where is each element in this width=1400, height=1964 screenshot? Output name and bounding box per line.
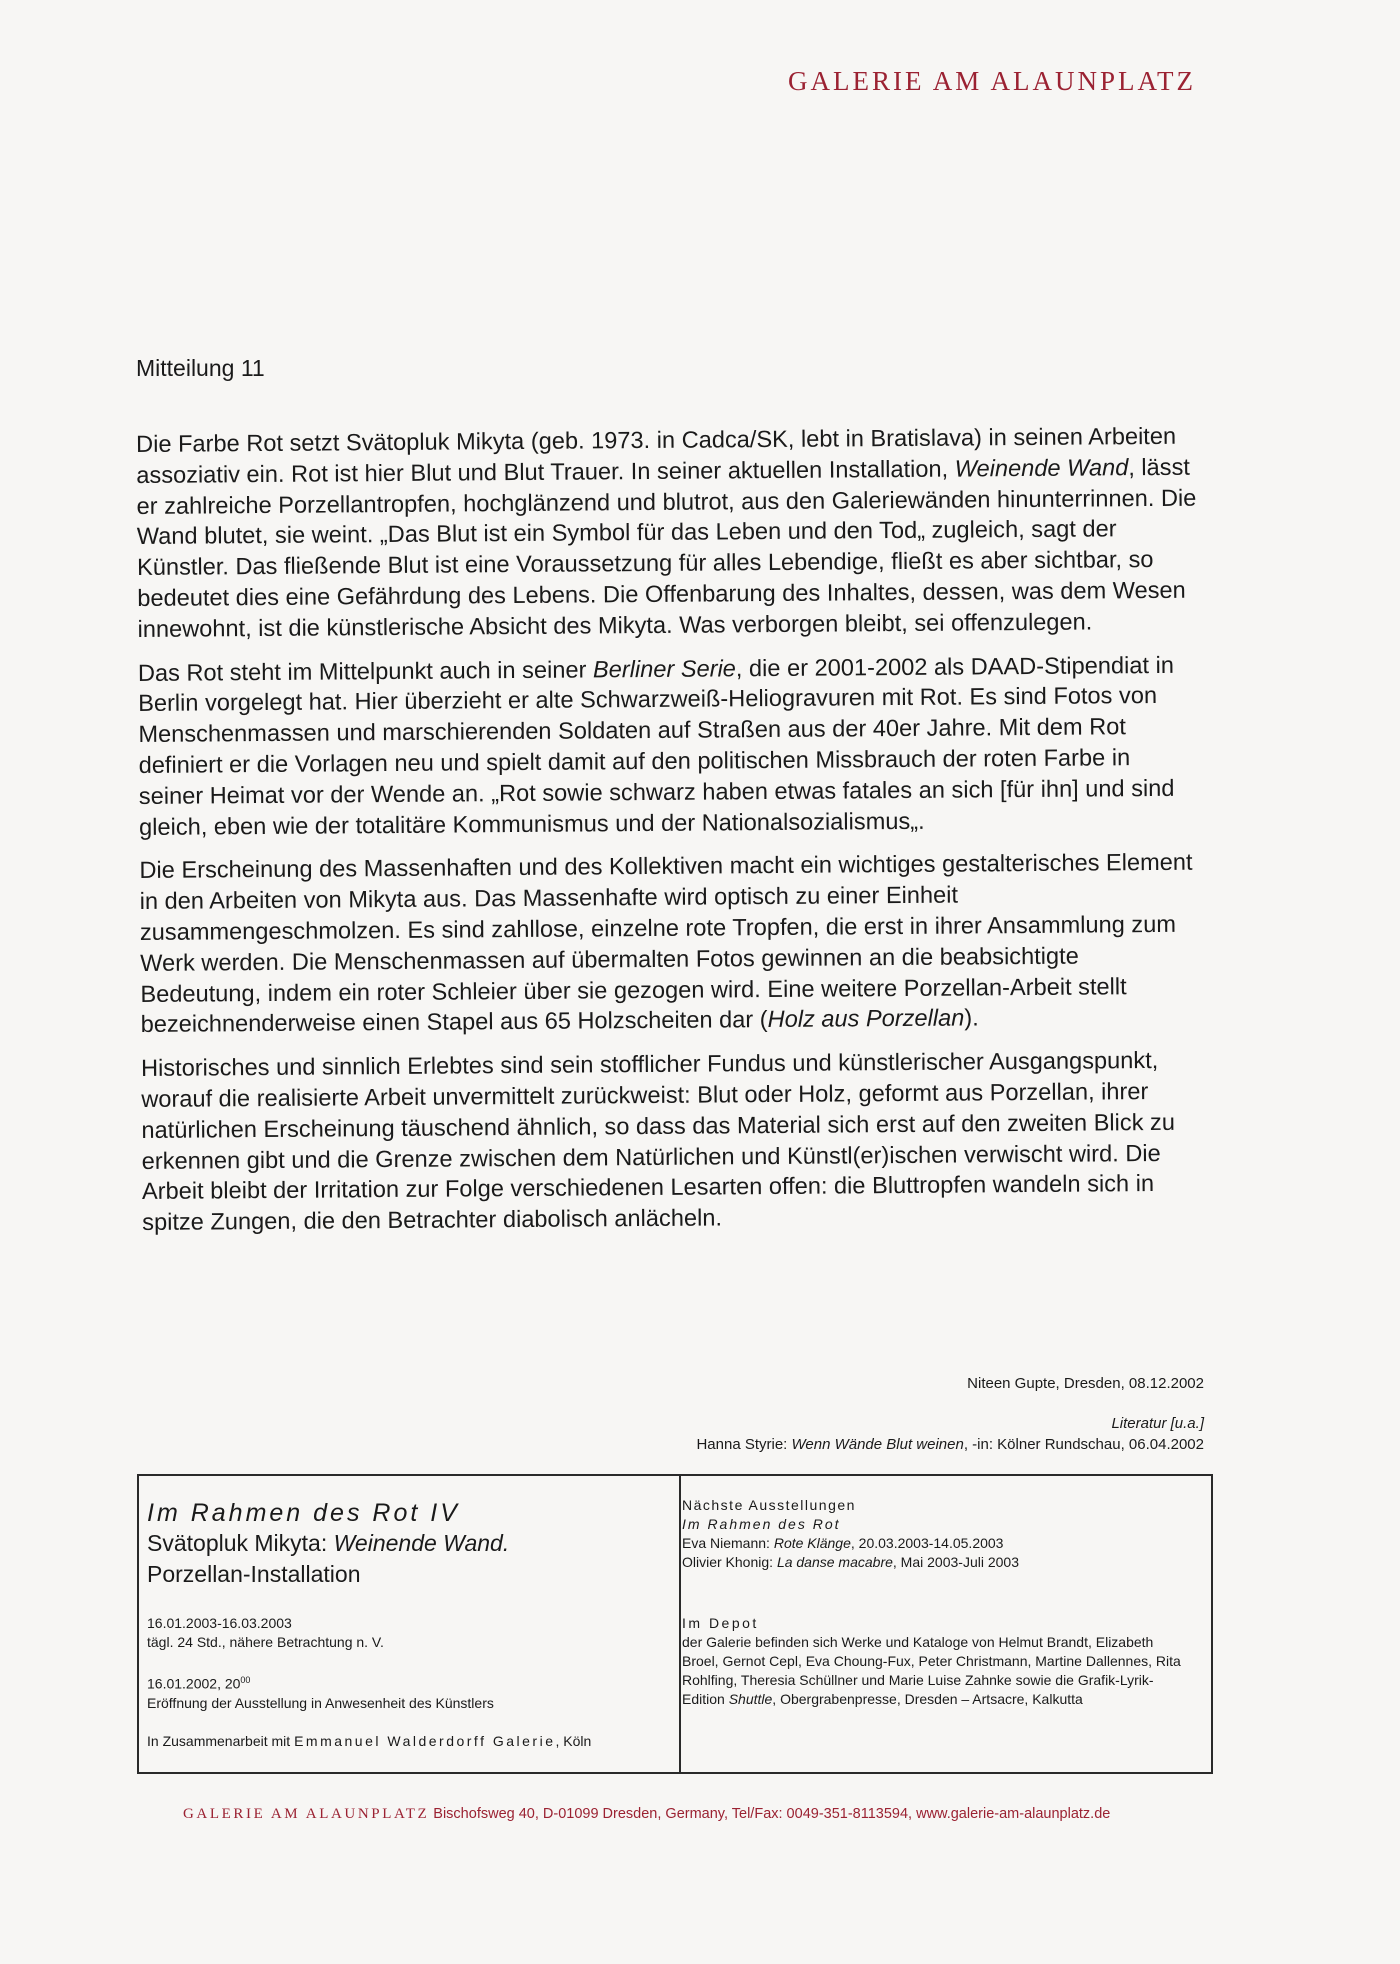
literature-reference	[696, 1413, 1204, 1455]
exhibition-hours: tägl. 24 Std., nähere Betrachtung n. V.	[147, 1634, 384, 1650]
work-title: Berliner Serie	[592, 655, 736, 683]
paragraph-text: , die er 2001-2002 als DAAD-Stipendiat in Berlin vorgelegt hat. Hier überzieht er alte Schwarzweiß-Heliogravuren mit Rot. Es sind Fotos von Menschenmassen und marschierenden Soldaten auf Straßen aus der 40er Jahre. Mit dem Rot definiert er die Vorlagen neu und spielt damit auf den politischen Missbrauch der roten Farbe in seiner Heimat vor der Wende an. „Rot sowie schwarz haben etwas fatales an sich [für ihn] und sind gleich, eben wie der totalitäre Kommunismus und der Nationalsozialismus„.	[138, 652, 1175, 841]
exhibition-info-box	[137, 1474, 1213, 1774]
upcoming-item: Olivier Khonig: La danse macabre, Mai 2003-Juli 2003	[682, 1554, 1019, 1570]
exhibition-dates: 16.01.2003-16.03.2003	[147, 1615, 292, 1631]
box-divider	[679, 1476, 681, 1772]
upcoming-heading: Nächste Ausstellungen	[682, 1497, 856, 1513]
author-signature: Niteen Gupte, Dresden, 08.12.2002	[967, 1375, 1204, 1392]
article-body	[136, 422, 1202, 1252]
exhibition-artist-work: Svätopluk Mikyta: Weinende Wand.	[147, 1530, 510, 1556]
literature-entry: Hanna Styrie: Wenn Wände Blut weinen, -in: Kölner Rundschau, 06.04.2002	[696, 1436, 1204, 1453]
exhibition-series: Im Rahmen des Rot IV	[147, 1499, 460, 1527]
depot-text: der Galerie befinden sich Werke und Kataloge von Helmut Brandt, Elizabeth Broel, Gernot Cepl, Eva Choung-Fux, Peter Christmann, Martine Dallennes, Rita Rohlfing, Theresia Schüllner und Marie Luise Zahnke sowie die Grafik-Lyrik-Edition Shuttle, Obergrabenpresse, Dresden – Artsacre, Kalkutta	[682, 1634, 1181, 1707]
paragraph	[141, 1046, 1202, 1239]
cooperation-note: In Zusammenarbeit mit Emmanuel Walderdorff Galerie, Köln	[147, 1732, 592, 1749]
current-exhibition	[147, 1498, 667, 1751]
paragraph-text: Das Rot steht im Mittelpunkt auch in seiner	[137, 656, 594, 687]
upcoming-item: Eva Niemann: Rote Klänge, 20.03.2003-14.05.2003	[682, 1535, 1004, 1551]
work-title: Weinende Wand	[954, 455, 1129, 483]
paragraph-text: ).	[964, 1005, 979, 1032]
opening-text: Eröffnung der Ausstellung in Anwesenheit des Künstlers	[147, 1694, 494, 1711]
gallery-footer	[183, 1806, 1110, 1823]
literature-heading: Literatur [u.a.]	[1111, 1415, 1204, 1432]
document-label: Mitteilung 11	[136, 355, 265, 381]
depot-heading: Im Depot	[682, 1615, 759, 1631]
work-title: Holz aus Porzellan	[767, 1005, 965, 1034]
paragraph-text: Die Erscheinung des Massenhaften und des Kollektiven macht ein wichtiges gestalterisches Element in den Arbeiten von Mikyta aus. Das Massenhafte wird optisch zu einer Einheit zusammengeschmolzen. Es sind zahllose, einzelne rote Tropfen, die erst in ihrer Ansammlung zum Werk werden. Die Menschenmassen auf übermalten Fotos gewinnen an die beabsichtigte Bedeutung, indem ein roter Schleier über sie gezogen wird. Eine weitere Porzellan-Arbeit stellt bezeichnenderweise einen Stapel aus 65 Holzscheiten dar (	[139, 850, 1193, 1039]
paragraph	[139, 848, 1200, 1041]
gallery-letterhead: GALERIE AM ALAUNPLATZ	[788, 66, 1196, 96]
paragraph	[138, 650, 1199, 843]
paragraph	[136, 422, 1198, 646]
exhibition-type: Porzellan-Installation	[147, 1561, 361, 1587]
upcoming-series: Im Rahmen des Rot	[682, 1516, 841, 1532]
footer-gallery-name: GALERIE AM ALAUNPLATZ	[183, 1806, 430, 1822]
paragraph-text: Die Farbe Rot setzt Svätopluk Mikyta (geb. 1973. in Cadca/SK, lebt in Bratislava) in seinen Arbeiten assoziativ ein. Rot ist hier Blut und Blut Trauer. In seiner aktuellen Installation,	[136, 423, 1177, 489]
upcoming-and-depot	[682, 1496, 1202, 1709]
opening-date: 16.01.2002, $20^{00}$	[147, 1675, 251, 1692]
paragraph-text: Historisches und sinnlich Erlebtes sind sein stofflicher Fundus und künstlerischer Ausgangspunkt, worauf die realisierte Arbeit unvermittelt zurückweist: Blut oder Holz, geformt aus Porzellan, ihrer natürlichen Erscheinung täuschend ähnlich, so dass das Material sich erst auf den zweiten Blick zu erkennen gibt und die Grenze zwischen dem Natürlichen und Künstl(er)ischen verwischt wird. Die Arbeit bleibt der Irritation zur Folge verschiedenen Lesarten offen: die Bluttropfen wandeln sich in spitze Zungen, die den Betrachter diabolisch anlächeln.	[140, 1048, 1176, 1237]
footer-address: Bischofsweg 40, D-01099 Dresden, Germany, Tel/Fax: 0049-351-8113594, www.galerie-am-alaunplatz.de	[429, 1806, 1111, 1822]
paragraph-text: , lässt er zahlreiche Porzellantropfen, hochglänzend und blutrot, aus den Galeriewänden hinunterrinnen. Die Wand blutet, sie weint. „Das Blut ist ein Symbol für das Leben und den Tod„ zugleich, sagt der Künstler. Das fließende Blut ist eine Voraussetzung für alles Lebendige, fließt es aber sichtbar, so bedeutet dies eine Gefährdung des Lebens. Die Offenbarung des Inhaltes, dessen, was dem Wesen innewohnt, ist die künstlerische Absicht des Mikyta. Was verborgen bleibt, sei offenzulegen.	[136, 454, 1197, 643]
